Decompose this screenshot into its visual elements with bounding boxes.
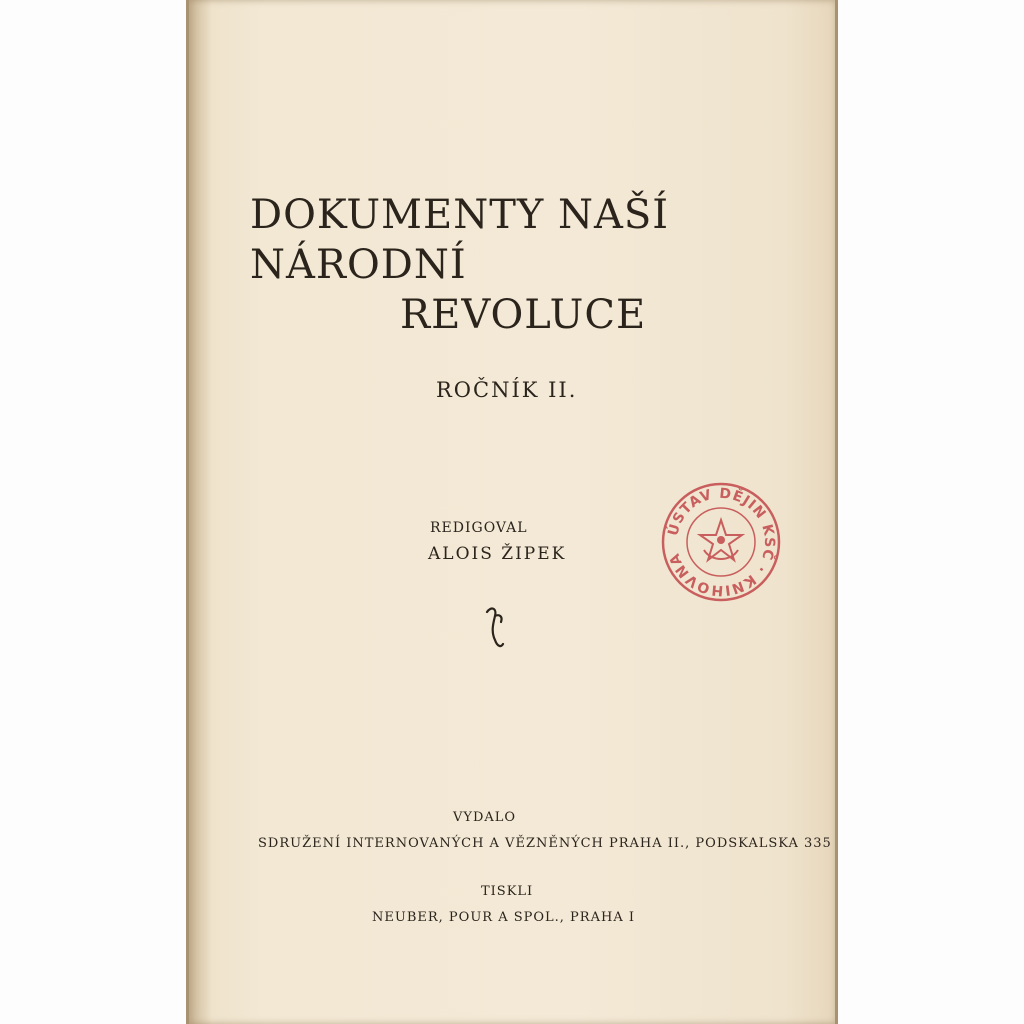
book-title: [250, 190, 770, 340]
library-stamp-icon: [659, 480, 783, 604]
publisher-label: VYDALO: [453, 810, 517, 825]
editor-name: ALOIS ŽIPEK: [428, 544, 567, 564]
printer-name: NEUBER, POUR A SPOL., PRAHA I: [372, 910, 635, 925]
page-left-edge: [186, 0, 189, 1024]
publisher-name: SDRUŽENÍ INTERNOVANÝCH A VĚZNĚNÝCH PRAHA II., PODSKALSKA 335: [258, 836, 832, 851]
page-binding-shadow: [186, 0, 212, 1024]
book-title-line-2: REVOLUCE: [400, 292, 647, 338]
printer-label: TISKLI: [481, 884, 534, 899]
editor-label: REDIGOVAL: [430, 520, 528, 536]
page-right-edge: [835, 0, 838, 1024]
stamp-text: ÚSTAV DĚJIN KSČ · KNIHOVNA: [665, 485, 778, 599]
ornament-icon: [483, 604, 507, 652]
book-title-line-1: DOKUMENTY NAŠÍ NÁRODNÍ: [250, 192, 670, 288]
volume-number: ROČNÍK II.: [436, 378, 578, 402]
